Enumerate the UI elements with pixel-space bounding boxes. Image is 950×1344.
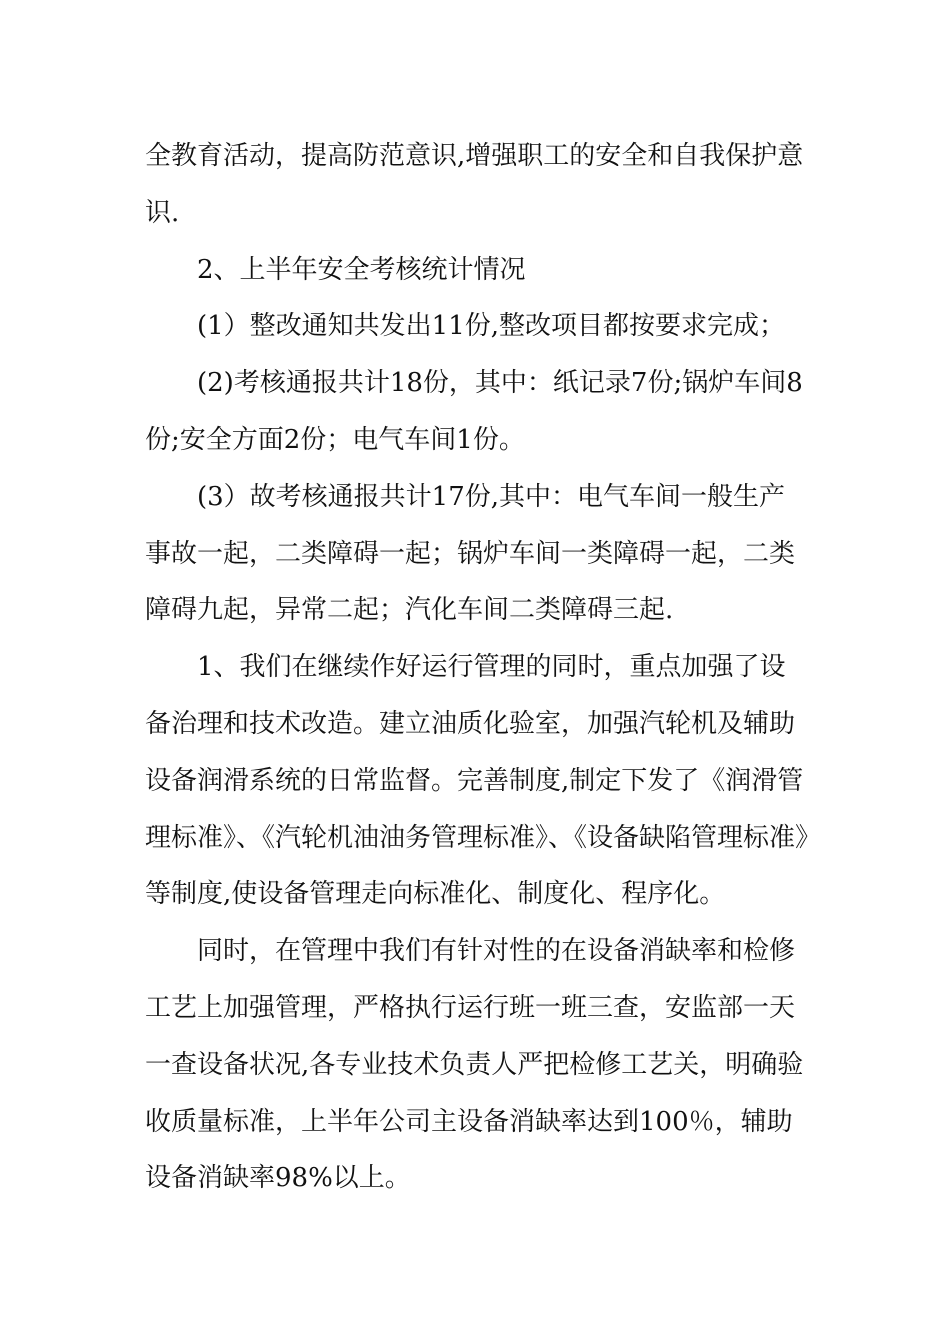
document-body (145, 128, 810, 1207)
paragraph-defect-elimination: 同时，在管理中我们有针对性的在设备消缺率和检修工艺上加强管理，严格执行运行班一班三查，安监部一天一查设备状况,各专业技术负责人严把检修工艺关，明确验收质量标准，上半年公司主设备消缺率达到100％，辅助设备消缺率98%以上。 (145, 936, 804, 1194)
paragraph-accident-reports: (3）故考核通报共计17份,其中：电气车间一般生产事故一起，二类障碍一起；锅炉车间一类障碍一起，二类障碍九起，异常二起；汽化车间二类障碍三起. (145, 481, 796, 626)
paragraph-safety-education: 全教育活动，提高防范意识,增强职工的安全和自我保护意识. (145, 141, 804, 228)
paragraph-rectification-notices: (1）整改通知共发出11份,整改项目都按要求完成； (197, 311, 786, 342)
paragraph-assessment-heading: 2、上半年安全考核统计情况 (197, 254, 526, 285)
paragraph-equipment-management: 1、我们在继续作好运行管理的同时，重点加强了设备治理和技术改造。建立油质化验室，加强汽轮机及辅助设备润滑系统的日常监督。完善制度,制定下发了《润滑管理标准》、《汽轮机油油务管理标准》、《设备缺陷管理标准》等制度,使设备管理走向标准化、制度化、程序化。 (145, 652, 809, 910)
paragraph-assessment-reports: (2)考核通报共计18份，其中：纸记录7份;锅炉车间8份;安全方面2份；电气车间1份。 (145, 368, 803, 455)
